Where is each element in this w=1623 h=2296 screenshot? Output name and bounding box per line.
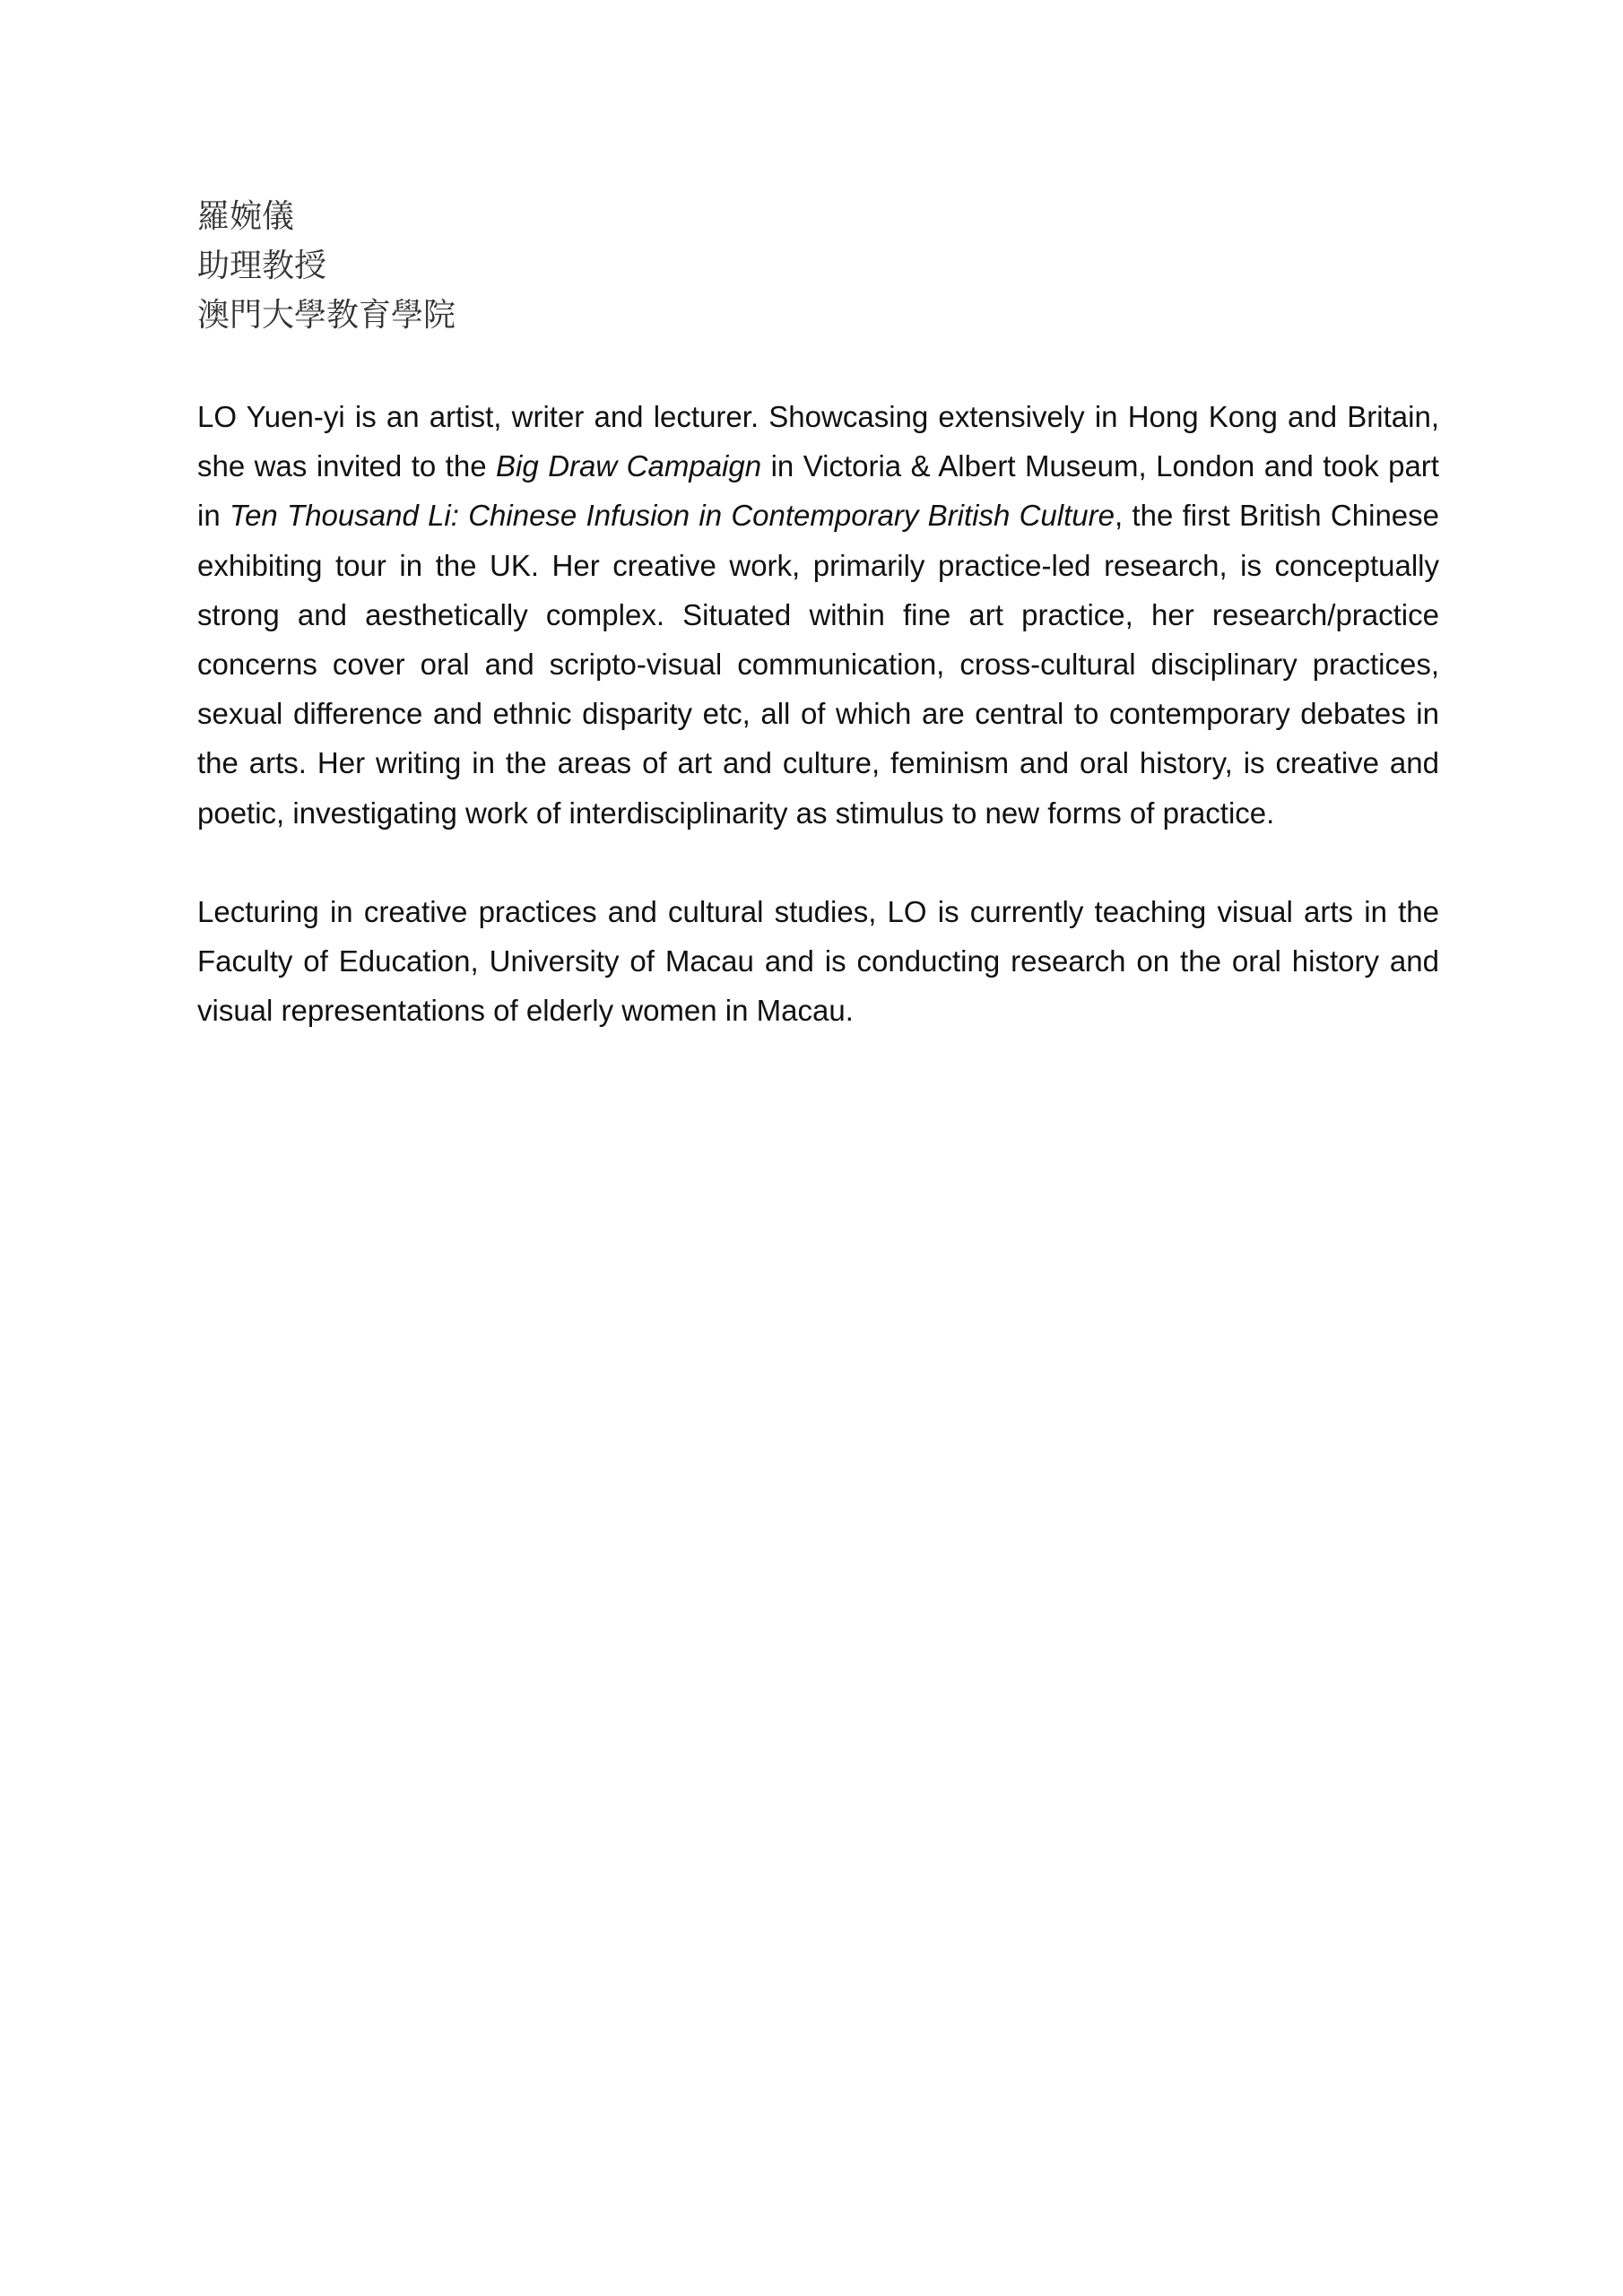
bio-text-segment: , the first British Chinese exhibiting tour in the UK. Her creative work, primarily practice-led research, is conceptually strong and aesthetically complex. Situated within fine art practice, her research/practice concerns cover oral and scripto-visual communication, cross-cultural disciplinary practices, sexual difference and ethnic disparity etc, all of which are central to contemporary debates in the arts. Her writing in the areas of art and culture, feminism and oral history, is creative and poetic, investigating work of interdisciplinarity as stimulus to new forms of practice. <box>197 499 1439 830</box>
document-content <box>197 192 1439 1035</box>
italic-title-big-draw: Big Draw Campaign <box>496 449 762 483</box>
author-position: 助理教授 <box>197 248 327 284</box>
bio-paragraph-2: Lecturing in creative practices and cultural studies, LO is currently teaching visual arts in the Faculty of Education, University of Macau and is conducting research on the oral history and visual representations of elderly women in Macau. <box>197 894 1439 1028</box>
author-faculty: 澳門大學教育學院 <box>197 297 456 334</box>
author-name: 羅婉儀 <box>197 198 295 235</box>
italic-title-ten-thousand-li: Ten Thousand Li: Chinese Infusion in Contemporary British Culture <box>229 499 1115 533</box>
bio-text-segment: LO Yuen-yi is an artist, writer and lecturer. Showcasing extensively in Hong Kong and Britain, she was invited to the <box>197 400 1439 483</box>
spacer <box>197 838 1439 887</box>
bio-paragraph-1 <box>197 392 1439 838</box>
spacer <box>197 340 1439 392</box>
bio-text-segment: in Victoria & Albert Museum, London and took part in <box>197 449 1439 533</box>
